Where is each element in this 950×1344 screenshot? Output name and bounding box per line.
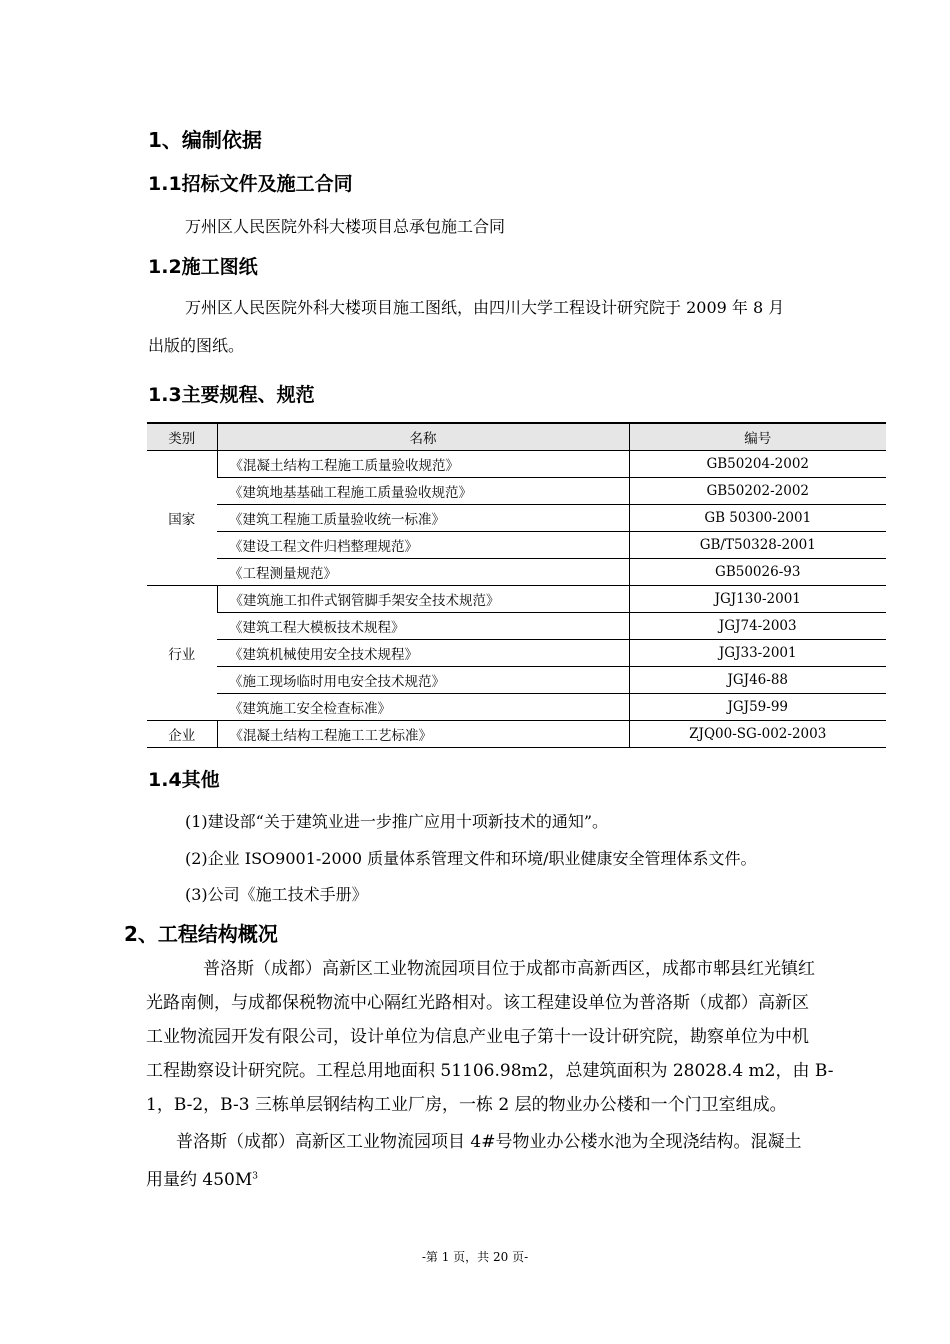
section-1-3-title: 1.3主要规程、规范 (148, 384, 315, 406)
table-row (147, 586, 886, 613)
standard-name: 《混凝土结构工程施工工艺标准》 (217, 721, 629, 748)
section-1-4-title: 1.4其他 (148, 769, 220, 791)
section-1-2-text-line1: 万州区人民医院外科大楼项目施工图纸，由四川大学工程设计研究院于 2009 年 8 月 (185, 298, 785, 317)
standard-code: GB50202-2002 (629, 478, 886, 505)
standard-code: GB50026-93 (629, 559, 886, 586)
standard-code: ZJQ00-SG-002-2003 (629, 721, 886, 748)
category-cell: 国家 (147, 451, 217, 586)
standard-name: 《建筑施工扣件式钢管脚手架安全技术规范》 (217, 586, 629, 613)
section-1-4-item-2: (2)企业 ISO9001-2000 质量体系管理文件和环境/职业健康安全管理体系文件。 (185, 849, 757, 868)
table-row (147, 532, 886, 559)
standard-name: 《工程测量规范》 (217, 559, 629, 586)
standard-name: 《建筑施工安全检查标准》 (217, 694, 629, 721)
standard-code: JGJ46-88 (629, 667, 886, 694)
standard-name: 《建筑机械使用安全技术规程》 (217, 640, 629, 667)
header-code: 编号 (629, 423, 886, 451)
table-header-row (147, 423, 886, 451)
header-category: 类别 (147, 423, 217, 451)
standard-name: 《施工现场临时用电安全技术规范》 (217, 667, 629, 694)
standard-name: 《建设工程文件归档整理规范》 (217, 532, 629, 559)
section-2-line: 工业物流园开发有限公司，设计单位为信息产业电子第十一设计研究院，勘察单位为中机 (146, 1027, 809, 1047)
concrete-volume-text: 用量约 450M (146, 1170, 253, 1190)
standard-name: 《建筑地基基础工程施工质量验收规范》 (217, 478, 629, 505)
table-row (147, 559, 886, 586)
table-row (147, 451, 886, 478)
standard-name: 《建筑工程大模板技术规程》 (217, 613, 629, 640)
table-row (147, 505, 886, 532)
standards-table (147, 422, 886, 748)
section-2-line: 光路南侧，与成都保税物流中心隔红光路相对。该工程建设单位为普洛斯（成都）高新区 (146, 993, 809, 1013)
section-2-last-line (146, 1165, 258, 1190)
section-2-line: 1，B-2，B-3 三栋单层钢结构工业厂房，一栋 2 层的物业办公楼和一个门卫室组成。 (146, 1095, 787, 1115)
section-2-line: 工程勘察设计研究院。工程总用地面积 51106.98m2，总建筑面积为 28028.4 m2，由 B- (146, 1061, 834, 1081)
table-row (147, 640, 886, 667)
table-row (147, 667, 886, 694)
standard-code: JGJ74-2003 (629, 613, 886, 640)
section-2-line: 普洛斯（成都）高新区工业物流园项目 4#号物业办公楼水池为全现浇结构。混凝土 (176, 1132, 802, 1152)
section-1-1-title: 1.1招标文件及施工合同 (148, 173, 353, 195)
table-row (147, 613, 886, 640)
standard-name: 《混凝土结构工程施工质量验收规范》 (217, 451, 629, 478)
section-1-1-text: 万州区人民医院外科大楼项目总承包施工合同 (185, 217, 506, 236)
page-footer: -第 1 页，共 20 页- (421, 1250, 529, 1264)
cubic-superscript: 3 (252, 1171, 258, 1182)
section-1-2-title: 1.2施工图纸 (148, 256, 258, 278)
standard-code: GB50204-2002 (629, 451, 886, 478)
standard-code: GB 50300-2001 (629, 505, 886, 532)
standard-code: JGJ130-2001 (629, 586, 886, 613)
table-row (147, 478, 886, 505)
standard-code: GB/T50328-2001 (629, 532, 886, 559)
standard-name: 《建筑工程施工质量验收统一标准》 (217, 505, 629, 532)
section-2-line: 普洛斯（成都）高新区工业物流园项目位于成都市高新西区，成都市郫县红光镇红 (203, 959, 815, 979)
category-cell: 企业 (147, 721, 217, 748)
category-cell: 行业 (147, 586, 217, 721)
header-name: 名称 (217, 423, 629, 451)
section-1-4-item-1: (1)建设部“关于建筑业进一步推广应用十项新技术的通知”。 (185, 812, 609, 831)
table-row (147, 721, 886, 748)
standard-code: JGJ33-2001 (629, 640, 886, 667)
section-1-title: 1、编制依据 (148, 128, 262, 152)
table-row (147, 694, 886, 721)
section-2-title: 2、工程结构概况 (124, 922, 278, 946)
section-1-2-text-line2: 出版的图纸。 (148, 336, 245, 355)
standard-code: JGJ59-99 (629, 694, 886, 721)
section-1-4-item-3: (3)公司《施工技术手册》 (185, 885, 368, 904)
